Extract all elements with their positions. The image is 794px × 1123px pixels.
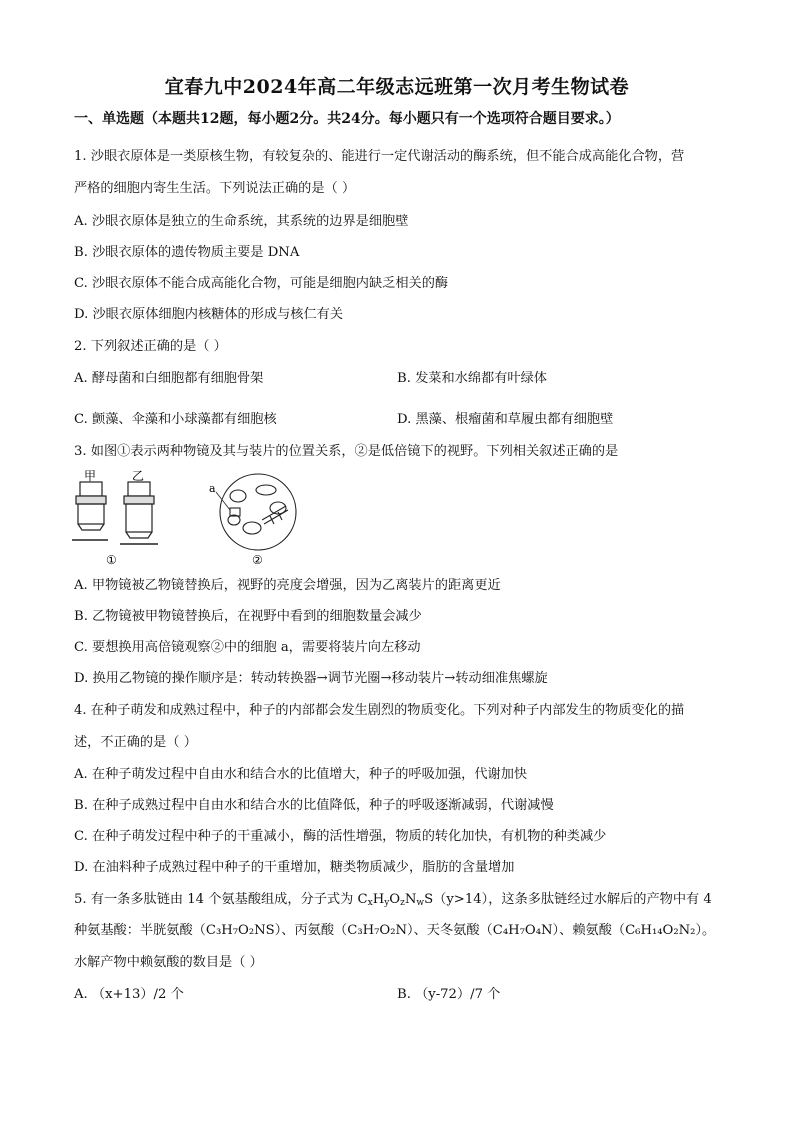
q4-stem-line1: 4. 在种子萌发和成熟过程中，种子的内部都会发生剧烈的物质变化。下列对种子内部发生的物质变化的描 [74,703,685,718]
q5-option-a: A. （x+13）/2 个 [74,987,184,1002]
q4-option-a: A. 在种子萌发过程中自由水和结合水的比值增大，种子的呼吸加强，代谢加快 [74,767,528,782]
q1-stem-line2: 严格的细胞内寄生生活。下列说法正确的是（ ） [74,181,356,196]
q5-sub-x: x [367,898,373,908]
q1-option-b: B. 沙眼衣原体的遗传物质主要是 DNA [74,245,300,260]
q5-stem-line1 [74,891,712,912]
q4-stem-line2: 述，不正确的是（ ） [74,735,197,750]
q3-option-a: A. 甲物镜被乙物镜替换后，视野的亮度会增强，因为乙离装片的距离更近 [74,578,501,593]
q5-stem-part-c: O [389,892,401,907]
q5-stem-part-b: H [372,892,385,907]
q5-sub-y: y [384,898,390,908]
q4-option-c: C. 在种子萌发过程中种子的干重减小，酶的活性增强，物质的转化加快，有机物的种类减少 [74,829,607,844]
q2-option-a: A. 酵母菌和白细胞都有细胞骨架 [74,371,264,386]
q2-option-c: C. 颤藻、伞藻和小球藻都有细胞核 [74,412,277,427]
q3-stem: 3. 如图①表示两种物镜及其与装片的位置关系，②是低倍镜下的视野。下列相关叙述正确的是 [74,444,619,459]
exam-title: 宜春九中2024年高二年级志远班第一次月考生物试卷 [164,76,630,98]
q5-stem-part-a: 5. 有一条多肽链由 14 个氨基酸组成，分子式为 C [74,892,368,907]
q5-stem-part-e: S（y>14），这条多肽链经过水解后的产物中有 4 [424,892,712,907]
microscope-diagram [66,470,306,570]
field-of-view [220,474,296,550]
label-fig-2: ② [252,553,263,567]
q3-option-d: D. 换用乙物镜的操作顺序是：转动转换器→调节光圈→移动装片→转动细准焦螺旋 [74,671,548,686]
q5-option-b: B. （y-72）/7 个 [397,987,501,1002]
q1-option-d: D. 沙眼衣原体细胞内核糖体的形成与核仁有关 [74,307,344,322]
q2-stem: 2. 下列叙述正确的是（ ） [74,339,227,354]
q2-option-b: B. 发菜和水绵都有叶绿体 [397,371,547,386]
microscope-figure [66,470,306,570]
q4-option-d: D. 在油料种子成熟过程中种子的干重增加，糖类物质减少，脂肪的含量增加 [74,860,515,875]
label-fig-1: ① [106,553,117,567]
q3-option-b: B. 乙物镜被甲物镜替换后，在视野中看到的细胞数量会减少 [74,609,422,624]
objective-jia [72,482,108,540]
q3-option-c: C. 要想换用高倍镜观察②中的细胞 a，需要将装片向左移动 [74,640,421,655]
q5-stem-line3: 水解产物中赖氨酸的数目是（ ） [74,955,263,970]
section-heading: 一、单选题（本题共12题，每小题2分。共24分。每小题只有一个选项符合题目要求。） [74,111,620,127]
label-jia: 甲 [84,470,97,483]
q5-sub-z: z [400,898,405,908]
label-cell-a: a [209,482,216,495]
objective-yi [120,482,158,544]
q1-stem-line1: 1. 沙眼衣原体是一类原核生物，有较复杂的、能进行一定代谢活动的酶系统，但不能合成高能化合物，营 [74,149,685,164]
q5-sub-w: w [416,898,425,908]
q4-option-b: B. 在种子成熟过程中自由水和结合水的比值降低，种子的呼吸逐渐减弱，代谢减慢 [74,798,554,813]
q5-stem-line2: 种氨基酸：半胱氨酸（C₃H₇O₂NS）、丙氨酸（C₃H₇O₂N）、天冬氨酸（C₄H₇O₄N）、赖氨酸（C₆H₁₄O₂N₂）。 [74,923,716,938]
q5-stem-part-d: N [404,892,417,907]
label-yi: 乙 [132,470,145,483]
q1-option-c: C. 沙眼衣原体不能合成高能化合物，可能是细胞内缺乏相关的酶 [74,276,449,291]
q2-option-d: D. 黑藻、根瘤菌和草履虫都有细胞壁 [397,412,614,427]
q1-option-a: A. 沙眼衣原体是独立的生命系统，其系统的边界是细胞壁 [74,214,409,229]
